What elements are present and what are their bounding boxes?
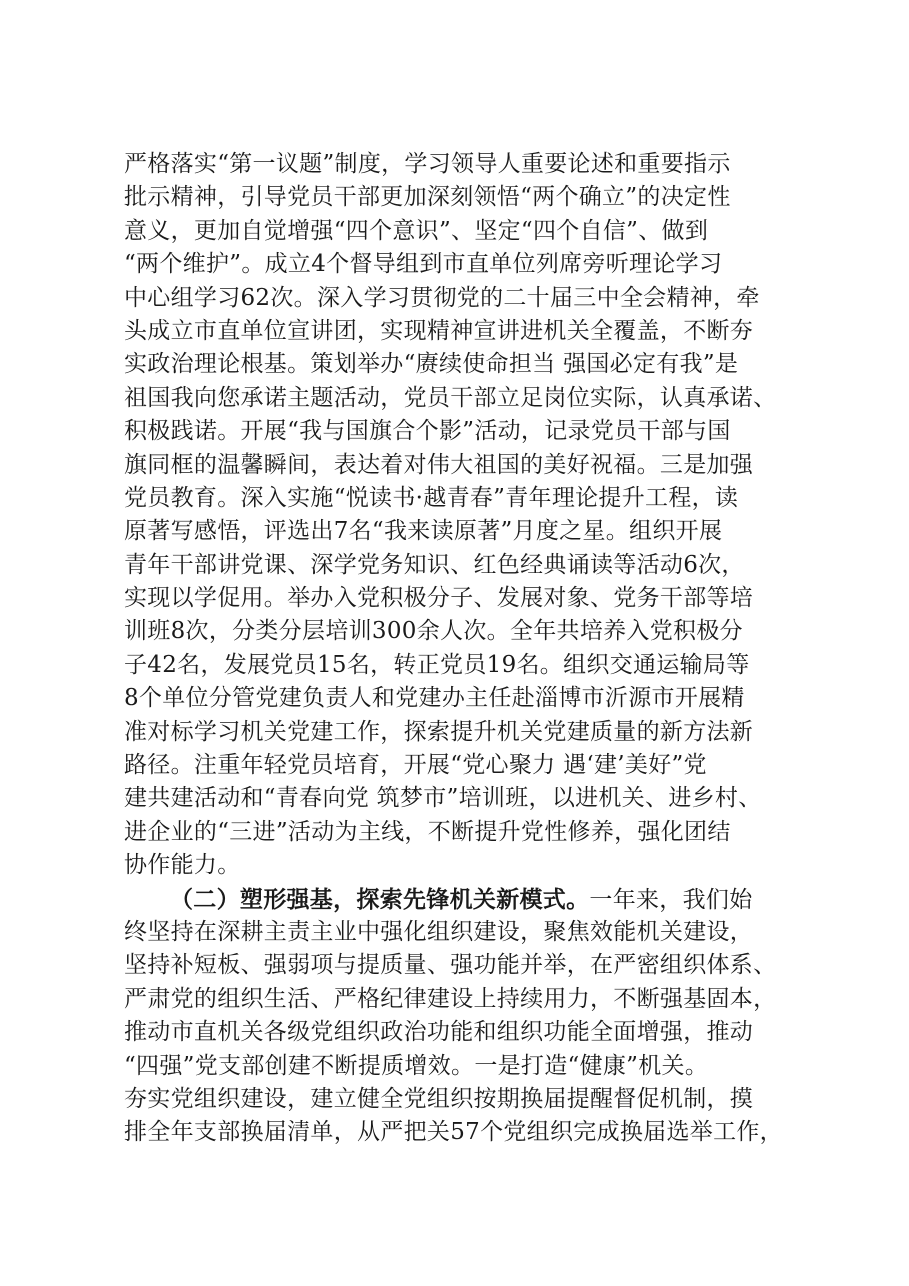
section-heading-tail: 一年来，我们始 <box>589 886 753 913</box>
text-line: 坚持补短板、强弱项与提质量、强功能并举，在严密组织体系、 <box>124 952 777 979</box>
text-line: 训班8次，分类分层培训300余人次。全年共培养入党积极分 <box>124 618 743 645</box>
text-line: “两个维护”。成立4个督导组到市直单位列席旁听理论学习 <box>124 251 723 278</box>
text-line: 青年干部讲党课、深学党务知识、红色经典诵读等活动6次， <box>124 551 745 578</box>
text-line: 子42名，发展党员15名，转正党员19名。组织交通运输局等 <box>124 651 750 678</box>
text-line: 建共建活动和“青春向党 筑梦市”培训班，以进机关、进乡村、 <box>124 785 762 812</box>
text-line: “四强”党支部创建不断提质增效。一是打造“健康”机关。 <box>124 1052 709 1079</box>
text-line: 祖国我向您承诺主题活动，党员干部立足岗位实际，认真承诺、 <box>124 384 777 411</box>
text-line: 党员教育。深入实施“悦读书·越青春”青年理论提升工程，读 <box>124 484 739 511</box>
text-line: 终坚持在深耕主责主业中强化组织建设，聚焦效能机关建设， <box>124 918 754 945</box>
section-heading: （二）塑形强基，探索先锋机关新模式。 <box>170 885 590 913</box>
text-line: 意义，更加自觉增强“四个意识”、坚定“四个自信”、做到 <box>124 217 709 244</box>
text-line: 旗同框的温馨瞬间，表达着对伟大祖国的美好祝福。三是加强 <box>124 451 754 478</box>
text-line: 严肃党的组织生活、严格纪律建设上持续用力，不断强基固本， <box>124 985 777 1012</box>
text-line: 实现以学促用。举办入党积极分子、发展对象、党务干部等培 <box>124 585 754 612</box>
text-line: 协作能力。 <box>124 852 241 879</box>
text-line: 准对标学习机关党建工作，探索提升机关党建质量的新方法新 <box>124 718 754 745</box>
text-line: 进企业的“三进”活动为主线，不断提升党性修养，强化团结 <box>124 818 731 845</box>
section-heading-line <box>124 883 804 916</box>
document-body <box>124 148 804 1150</box>
text-line: 批示精神，引导党员干部更加深刻领悟“两个确立”的决定性 <box>124 184 731 211</box>
text-line: 头成立市直单位宣讲团，实现精神宣讲进机关全覆盖，不断夯 <box>124 317 754 344</box>
text-line: 排全年支部换届清单，从严把关57个党组织完成换届选举工作， <box>124 1119 783 1146</box>
text-line: 推动市直机关各级党组织政治功能和组织功能全面增强，推动 <box>124 1019 754 1046</box>
text-line: 路径。注重年轻党员培育，开展“党心聚力 遇‘建’美好”党 <box>124 752 707 779</box>
text-line: 夯实党组织建设，建立健全党组织按期换届提醒督促机制，摸 <box>124 1085 754 1112</box>
text-line: 8个单位分管党建负责人和党建办主任赴淄博市沂源市开展精 <box>124 685 745 712</box>
text-line: 严格落实“第一议题”制度，学习领导人重要论述和重要指示 <box>124 151 731 177</box>
text-line: 原著写感悟，评选出7名“我来读原著”月度之星。组织开展 <box>124 518 723 545</box>
text-line: 实政治理论根基。策划举办“赓续使命担当 强国必定有我”是 <box>124 351 739 378</box>
text-line: 中心组学习62次。深入学习贯彻党的二十届三中全会精神，牵 <box>124 284 760 311</box>
text-line: 积极践诺。开展“我与国旗合个影”活动，记录党员干部与国 <box>124 418 731 445</box>
